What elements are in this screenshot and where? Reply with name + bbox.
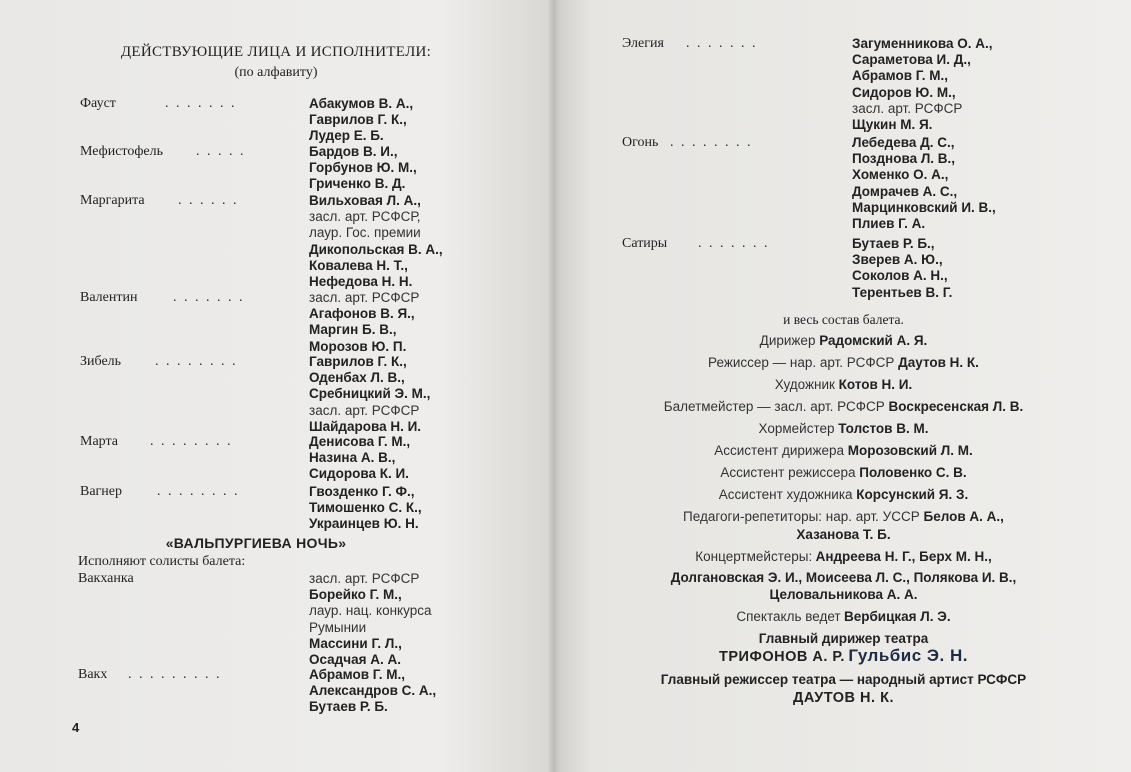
performer-name: Осадчая А. А. xyxy=(309,652,401,667)
role-name: Мефистофель xyxy=(80,144,164,159)
chief-director-label: Главный режиссер театра — народный артист РСФСР xyxy=(660,672,1027,687)
performer-name: Ковалева Н. Т., xyxy=(309,257,408,273)
performer-name: Абакумов В. А., xyxy=(309,96,414,111)
credit-name: Воскресенская Л. В. xyxy=(888,399,1024,414)
role-dots: . . . . . . . xyxy=(165,96,237,111)
performer-name: Лебедева Д. С., xyxy=(852,135,955,150)
performer-name: Румынии xyxy=(309,619,367,635)
role-dots: . . . . . . . xyxy=(173,290,245,305)
role-name: Элегия xyxy=(622,36,664,51)
credit-name: Белов А. А., xyxy=(923,509,1004,524)
credit-line xyxy=(556,465,1131,481)
credit-label: Художник xyxy=(774,377,839,392)
performer-name: Плиев Г. А. xyxy=(852,216,926,231)
performer-name: Сребницкий Э. М., xyxy=(309,386,431,402)
performer-name: Бардов В. И., xyxy=(309,144,398,159)
concertmasters-names-1: Андреева Н. Г., Берх М. Н., xyxy=(815,549,992,564)
performer-name: Загуменникова О. А., xyxy=(852,36,993,51)
role-name: Вакханка xyxy=(78,571,134,586)
left-page xyxy=(0,0,552,772)
role-name: Валентин xyxy=(80,290,138,305)
performer-name: засл. арт. РСФСР xyxy=(309,402,420,418)
performer-name: Гриченко В. Д. xyxy=(309,176,406,192)
pedagog-name-2: Хазанова Т. Б. xyxy=(796,527,891,542)
performer-name: засл. арт. РСФСР, xyxy=(309,209,421,225)
performer-name: Нефедова Н. Н. xyxy=(309,274,413,289)
credit-label: Хормейстер xyxy=(758,421,839,436)
credit-line xyxy=(556,443,1131,459)
walpurgis-title: «ВАЛЬПУРГИЕВА НОЧЬ» xyxy=(165,535,347,551)
concertmasters-names-2: Долгановская Э. И., Моисеева Л. С., Полякова И. В., xyxy=(670,570,1017,585)
concertmasters-names-3: Целовальникова А. А. xyxy=(769,587,918,602)
performer-name: Сидорова К. И. xyxy=(309,466,409,482)
credit-name: Морозовский Л. М. xyxy=(847,443,973,458)
stage-manager-label: Спектакль ведет xyxy=(736,609,841,624)
chief-conductor-name: ТРИФОНОВ А. Р. xyxy=(719,649,845,665)
chief-director-name: ДАУТОВ Н. К. xyxy=(793,690,894,706)
soloists-label: Исполняют солисты балета: xyxy=(78,554,246,569)
cast-heading: ДЕЙСТВУЮЩИЕ ЛИЦА И ИСПОЛНИТЕЛИ: xyxy=(120,44,432,60)
credit-line xyxy=(556,487,1131,503)
performer-name: Дикопольская В. А., xyxy=(309,241,443,257)
performer-name: Абрамов Г. М., xyxy=(309,667,405,682)
role-name: Маргарита xyxy=(80,193,145,208)
chief-director-line xyxy=(556,672,1131,688)
stage-manager-line xyxy=(556,609,1131,625)
cast-subheading: (по алфавиту) xyxy=(234,65,318,80)
role-dots: . . . . . . . . . xyxy=(128,667,222,682)
credit-label: Дирижер xyxy=(759,333,820,348)
role-dots: . . . . . . . . xyxy=(155,354,238,369)
page-number: 4 xyxy=(72,720,80,735)
credit-name: Толстов В. М. xyxy=(838,421,929,436)
concertmasters-line1 xyxy=(556,549,1131,565)
performer-name: Морозов Ю. П. xyxy=(309,338,407,354)
role-dots: . . . . . . . . xyxy=(670,135,753,150)
concertmasters-line3 xyxy=(556,587,1131,603)
role-dots: . . . . . . . xyxy=(698,236,770,251)
full-ballet-text: и весь состав балета. xyxy=(783,312,904,327)
credit-name: Корсунский Я. З. xyxy=(856,487,969,502)
performer-name: Сидоров Ю. М., xyxy=(852,84,956,100)
role-name: Фауст xyxy=(80,96,116,111)
concertmasters-label: Концертмейстеры: xyxy=(695,549,813,564)
credit-line xyxy=(556,333,1131,349)
concertmasters-line2 xyxy=(556,570,1131,586)
performer-name: Хоменко О. А., xyxy=(852,167,949,183)
performer-name: Абрамов Г. М., xyxy=(852,68,948,84)
performer-name: Гаврилов Г. К., xyxy=(309,354,407,369)
role-name: Огонь xyxy=(622,135,659,150)
credit-name: Даутов Н. К. xyxy=(898,355,979,370)
chief-conductor-label-line xyxy=(556,631,1131,647)
name-stamp: Гульбис Э. Н. xyxy=(848,646,968,665)
credit-name: Котов Н. И. xyxy=(838,377,913,392)
stage-manager-name: Вербицкая Л. Э. xyxy=(843,609,951,624)
performer-name: Вильховая Л. А., xyxy=(309,193,421,208)
credit-line xyxy=(556,355,1131,371)
full-ballet-note xyxy=(556,312,1131,328)
role-name: Вакх xyxy=(78,667,108,682)
role-name: Зибель xyxy=(80,354,122,369)
role-dots: . . . . . . . . xyxy=(150,434,233,449)
performer-name: лаур. Гос. премии xyxy=(309,225,421,241)
performer-name: Шайдарова Н. И. xyxy=(309,418,422,434)
performer-name: Массини Г. Л., xyxy=(309,635,402,651)
performer-name: Щукин М. Я. xyxy=(852,117,933,132)
role-dots: . . . . . . . xyxy=(686,36,758,51)
performer-name: Александров С. А., xyxy=(309,683,437,699)
credit-label: Режиссер — нар. арт. РСФСР xyxy=(708,355,899,370)
performer-name: Терентьев В. Г. xyxy=(852,284,953,300)
role-name: Вагнер xyxy=(80,484,122,499)
role-name: Сатиры xyxy=(622,236,668,251)
role-dots: . . . . . . . . xyxy=(157,484,240,499)
performer-name: Денисова Г. М., xyxy=(309,434,411,449)
credit-name: Радомский А. Я. xyxy=(819,333,928,348)
performer-name: Бутаев Р. Б., xyxy=(852,236,935,251)
chief-director-name-line xyxy=(556,690,1131,706)
pedagog-line2 xyxy=(556,527,1131,543)
chief-conductor-name-line xyxy=(556,648,1131,665)
performer-name: лаур. нац. конкурса xyxy=(309,603,432,619)
performer-name: Назина А. В., xyxy=(309,450,396,466)
performer-name: засл. арт. РСФСР xyxy=(309,290,420,305)
performer-name: Тимошенко С. К., xyxy=(309,500,422,516)
performer-name: Украинцев Ю. Н. xyxy=(309,516,419,532)
credit-label: Ассистент дирижера xyxy=(714,443,848,458)
performer-name: Горбунов Ю. М., xyxy=(309,160,417,176)
performer-name: Гвозденко Г. Ф., xyxy=(309,484,415,499)
performer-name: Позднова Л. В., xyxy=(852,151,956,167)
credit-label: Педагоги-репетиторы: нар. арт. УССР xyxy=(683,509,924,524)
performer-name: Сараметова И. Д., xyxy=(852,52,971,68)
credit-line xyxy=(556,421,1131,437)
performer-name: Лудер Е. Б. xyxy=(309,128,384,144)
performer-name: Зверев А. Ю., xyxy=(852,252,943,268)
performer-name: Агафонов В. Я., xyxy=(309,306,415,322)
credit-line xyxy=(556,377,1131,393)
credit-line xyxy=(556,399,1131,415)
credit-label: Ассистент режиссера xyxy=(720,465,860,480)
credit-line xyxy=(556,509,1131,525)
performer-name: Оденбах Л. В., xyxy=(309,370,405,386)
role-dots: . . . . . xyxy=(196,144,246,159)
role-name: Марта xyxy=(80,434,118,449)
performer-name: Соколов А. Н., xyxy=(852,268,948,284)
chief-conductor-label: Главный дирижер театра xyxy=(758,631,929,646)
credit-label: Балетмейстер — засл. арт. РСФСР xyxy=(663,399,889,414)
performer-name: засл. арт. РСФСР xyxy=(309,571,420,586)
performer-name: Марцинковский И. В., xyxy=(852,199,996,215)
performer-name: Борейко Г. М., xyxy=(309,587,402,603)
performer-name: засл. арт. РСФСР xyxy=(852,100,963,116)
role-dots: . . . . . . xyxy=(178,193,239,208)
credit-label: Ассистент художника xyxy=(718,487,857,502)
credit-name: Половенко С. В. xyxy=(859,465,967,480)
performer-name: Домрачев А. С., xyxy=(852,183,958,199)
performer-name: Бутаев Р. Б. xyxy=(309,699,388,715)
performer-name: Гаврилов Г. К., xyxy=(309,112,407,128)
performer-name: Маргин Б. В., xyxy=(309,322,397,338)
